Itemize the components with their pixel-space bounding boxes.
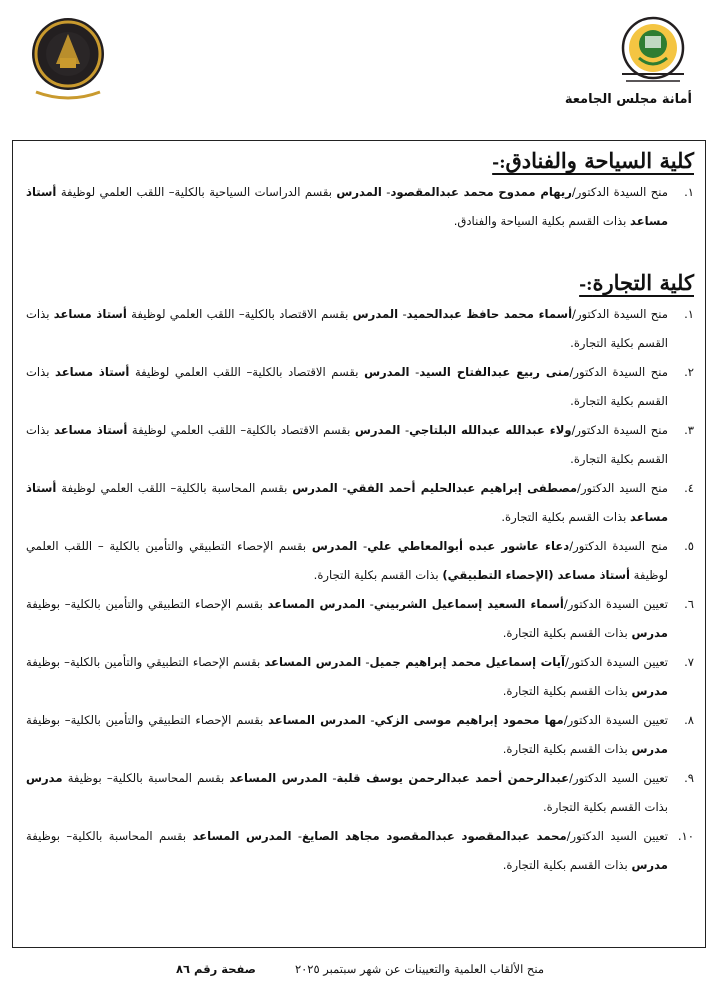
commerce-items-list bbox=[22, 300, 698, 880]
page-footer bbox=[0, 962, 720, 984]
list-item: ١. منح السيدة الدكتور/ريهام ممدوح محمد عبدالمقصود- المدرس بقسم الدراسات السياحية بالكلية– اللقب العلمي لوظيفة أستاذ مساعد بذات القسم بكلية السياحة والفنادق. bbox=[26, 185, 694, 228]
footer-page-number: صفحة رقم ٨٦ bbox=[176, 962, 256, 976]
university-council-secretariat-label: أمانة مجلس الجامعة bbox=[564, 92, 692, 107]
footer-document-title: منح الألقاب العلمية والتعيينات عن شهر سبتمبر ٢٠٢٥ bbox=[294, 962, 544, 976]
list-item: ٤. منح السيد الدكتور/مصطفى إبراهيم عبدالحليم أحمد الفقي- المدرس بقسم المحاسبة بالكلية– اللقب العلمي لوظيفة أستاذ مساعد بذات القسم بكلية التجارة. bbox=[26, 481, 694, 524]
section-heading-tourism: كلية السياحة والفنادق:- bbox=[492, 148, 694, 173]
section-heading-commerce: كلية التجارة:- bbox=[579, 270, 694, 295]
list-item: ٨. تعيين السيدة الدكتور/مها محمود إبراهيم موسى الزكي- المدرس المساعد بقسم الإحصاء التطبيقي والتأمين بالكلية– بوظيفة مدرس بذات القسم بكلية التجارة. bbox=[26, 713, 694, 756]
list-item: ١٠. تعيين السيد الدكتور/محمد عبدالمقصود عبدالمقصود مجاهد الصايغ- المدرس المساعد بقسم المحاسبة بالكلية– بوظيفة مدرس بذات القسم بكلية التجارة. bbox=[26, 829, 694, 872]
50th-anniversary-emblem bbox=[22, 14, 114, 100]
list-item: ٢. منح السيدة الدكتور/منى ربيع عبدالفتاح السيد- المدرس بقسم الاقتصاد بالكلية– اللقب العلمي لوظيفة أستاذ مساعد بذات القسم بكلية التجارة. bbox=[26, 365, 694, 408]
mansoura-university-logo bbox=[612, 14, 694, 90]
list-item: ١. منح السيدة الدكتور/أسماء محمد حافظ عبدالحميد- المدرس بقسم الاقتصاد بالكلية– اللقب العلمي لوظيفة أستاذ مساعد بذات القسم بكلية التجارة. bbox=[26, 307, 694, 350]
list-item: ٩. تعيين السيد الدكتور/عبدالرحمن أحمد عبدالرحمن يوسف قلبة- المدرس المساعد بقسم المحاسبة بالكلية– بوظيفة مدرس بذات القسم بكلية التجارة. bbox=[26, 771, 694, 814]
tourism-items-list bbox=[22, 178, 698, 236]
list-item: ٧. تعيين السيدة الدكتور/آيات إسماعيل محمد إبراهيم جميل- المدرس المساعد بقسم الإحصاء التطبيقي والتأمين بالكلية– بوظيفة مدرس بذات القسم بكلية التجارة. bbox=[26, 655, 694, 698]
list-item: ٣. منح السيدة الدكتور/ولاء عبدالله عبدالله البلتاجي- المدرس بقسم الاقتصاد بالكلية– اللقب العلمي لوظيفة أستاذ مساعد بذات القسم بكلية التجارة. bbox=[26, 423, 694, 466]
list-item: ٦. تعيين السيدة الدكتور/أسماء السعيد إسماعيل الشربيني- المدرس المساعد بقسم الإحصاء التطبيقي والتأمين بالكلية– بوظيفة مدرس بذات القسم بكلية التجارة. bbox=[26, 597, 694, 640]
list-item: ٥. منح السيدة الدكتور/دعاء عاشور عبده أبوالمعاطي علي- المدرس بقسم الإحصاء التطبيقي والتأمين بالكلية – اللقب العلمي لوظيفة أستاذ مساعد (الإحصاء التطبيقي) بذات القسم بكلية التجارة. bbox=[26, 539, 694, 582]
document-body bbox=[22, 144, 698, 944]
